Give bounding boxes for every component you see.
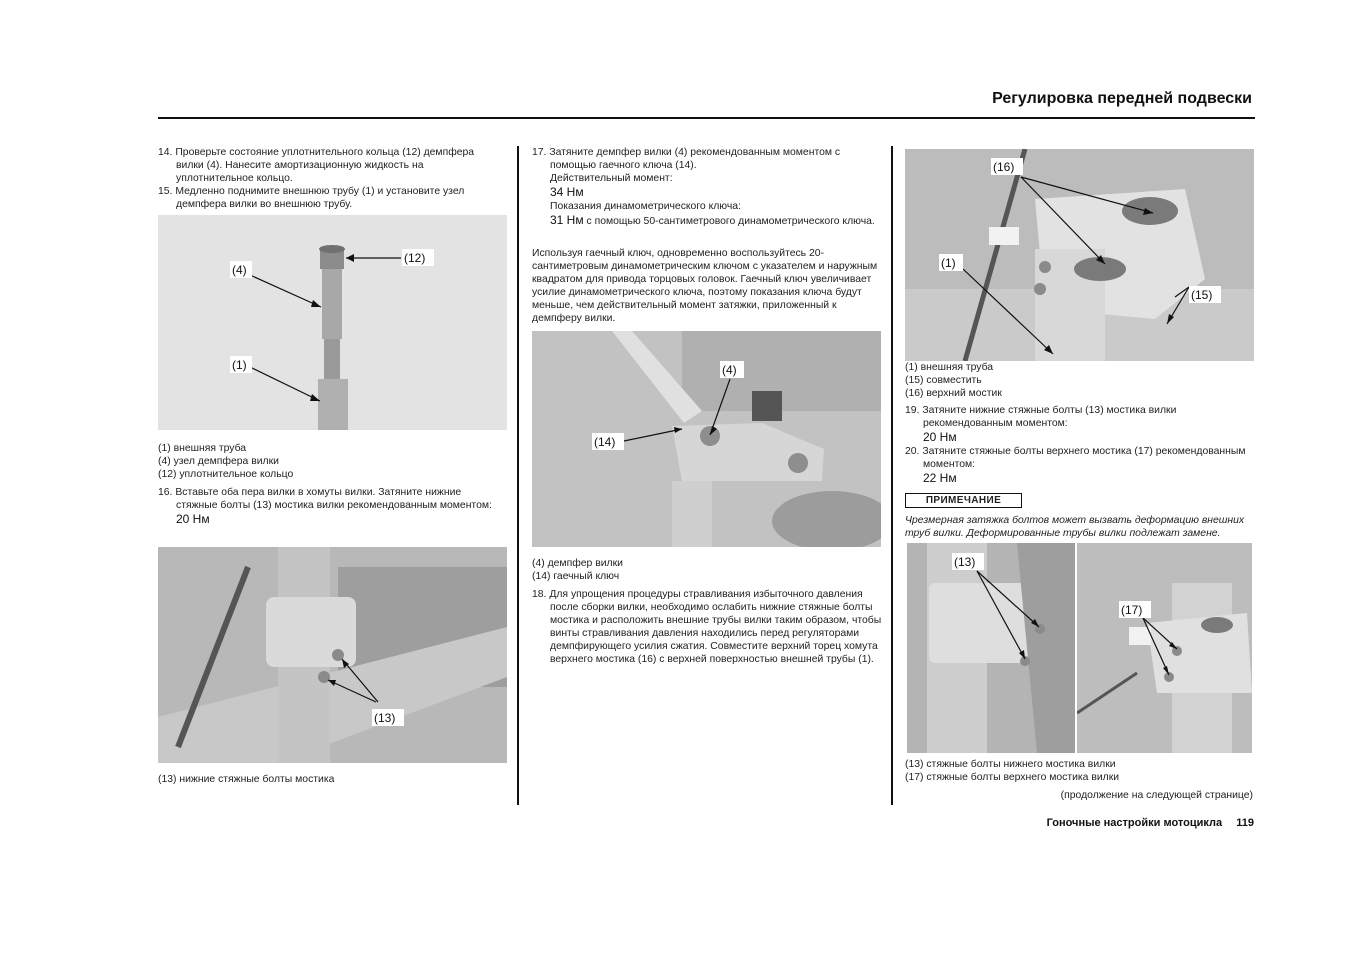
figure-upper-bolts-detail <box>1077 543 1252 753</box>
step-19: 19. Затяните нижние стяжные болты (13) мостика вилки рекомендованным моментом: <box>905 405 1177 429</box>
torque-label: Действительный момент: <box>550 173 673 184</box>
fig6-callout-17: (17) <box>1121 603 1143 617</box>
column-divider-right <box>891 146 893 805</box>
note-label: ПРИМЕЧАНИЕ <box>905 493 1022 508</box>
step-18-text: 18. Для упрощения процедуры стравливания избыточного давления после сборки вилки, необходимо ослабить нижние стяжные болты мостика и расположить внешние трубы вилки таким образом, чтобы винты стравливания давления находились перед регуляторами демпфирующего усилия сжатия. Совместите верхний торец хомута верхнего мостика (16) с верхней поверхностью внешней трубы (1). <box>532 589 882 665</box>
torque-value: 34 Нм <box>550 185 584 199</box>
step-16-value: 20 Нм <box>176 512 210 526</box>
page-number: 119 <box>1236 817 1254 829</box>
fig56-caption-13: (13) стяжные болты нижнего мостика вилки <box>905 759 1116 770</box>
fig1-callout-1: (1) <box>232 358 247 372</box>
figure-upper-bridge <box>905 149 1254 361</box>
footer-section: Гоночные настройки мотоцикла <box>1046 817 1223 829</box>
fig2-caption: (13) нижние стяжные болты мостика <box>158 774 335 785</box>
steps-19-20 <box>905 404 1250 486</box>
step-17-block <box>532 146 877 228</box>
step-20: 20. Затяните стяжные болты верхнего мостика (17) рекомендованным моментом: <box>905 446 1246 470</box>
reading-value: 31 Нм <box>550 213 584 227</box>
steps-14-15 <box>158 146 503 211</box>
fig3-callout-4: (4) <box>722 363 737 377</box>
note-text: Чрезмерная затяжка болтов может вызвать деформацию внешних труб вилки. Деформированные трубы вилки подлежат замене. <box>905 515 1245 539</box>
fig4-caption-16: (16) верхний мостик <box>905 388 1002 399</box>
fig4-callout-16: (16) <box>993 160 1015 174</box>
header-rule <box>158 117 1255 119</box>
fig4-callout-15: (15) <box>1191 288 1213 302</box>
reading-note: с помощью 50-сантиметрового динамометрического ключа. <box>586 216 875 227</box>
step-16: 16. Вставьте оба пера вилки в хомуты вилки. Затяните нижние стяжные болты (13) мостика вилки рекомендованным моментом: <box>158 487 492 511</box>
fig4-callout-1: (1) <box>941 256 956 270</box>
fig56-caption-17: (17) стяжные болты верхнего мостика вилки <box>905 772 1120 783</box>
column-divider-left <box>517 146 519 805</box>
fig3-caption-4: (4) демпфер вилки <box>532 558 623 569</box>
fig4-caption-15: (15) совместить <box>905 375 982 386</box>
fig56-captions <box>905 758 1250 784</box>
page-title: Регулировка передней подвески <box>992 90 1252 107</box>
fig5-callout-13: (13) <box>954 555 976 569</box>
page-footer <box>900 817 1254 829</box>
fig3-caption-14: (14) гаечный ключ <box>532 571 620 582</box>
step-14: 14. Проверьте состояние уплотнительного кольца (12) демпфера вилки (4). Нанесите амортизационную жидкость на уплотнительное кольцо. <box>158 147 475 184</box>
reading-label: Показания динамометрического ключа: <box>550 201 741 212</box>
fig2-callout-13: (13) <box>374 711 396 725</box>
step-18 <box>532 588 882 666</box>
step-15: 15. Медленно поднимите внешнюю трубу (1) и установите узел демпфера вилки во внешнюю трубу. <box>158 186 465 210</box>
fig4-caption-1: (1) внешняя труба <box>905 362 994 373</box>
fig4-captions <box>905 361 1250 400</box>
fig1-callout-12: (12) <box>404 251 426 265</box>
fig1-caption-1: (1) внешняя труба <box>158 443 247 454</box>
step-20-value: 22 Нм <box>923 471 957 485</box>
step-16-block <box>158 486 503 527</box>
wrench-paragraph: Используя гаечный ключ, одновременно воспользуйтесь 20-сантиметровым динамометрическим ключом с указателем и наружным квадратом для привода торцовых головок. Гаечный ключ увеличивает усилие динамометрического ключа, поэтому показания ключа будут меньше, чем действительный момент затяжки, приложенный к демпферу вилки. <box>532 248 878 324</box>
fig3-callout-14: (14) <box>594 435 616 449</box>
fig1-caption-12: (12) уплотнительное кольцо <box>158 469 294 480</box>
figure-damper-wrench <box>532 331 881 547</box>
continued-note: (продолжение на следующей странице) <box>1060 790 1253 801</box>
fig3-captions <box>532 557 877 583</box>
step-19-value: 20 Нм <box>923 430 957 444</box>
step-17: 17. Затяните демпфер вилки (4) рекомендованным моментом с помощью гаечного ключа (14). <box>532 147 841 171</box>
fig1-caption-4: (4) узел демпфера вилки <box>158 456 279 467</box>
fig1-captions <box>158 442 503 481</box>
fig1-callout-4: (4) <box>232 263 247 277</box>
figure-lower-bolts-detail <box>907 543 1075 753</box>
figure-damper-assembly <box>158 215 507 430</box>
figure-lower-bridge-bolts <box>158 547 507 763</box>
